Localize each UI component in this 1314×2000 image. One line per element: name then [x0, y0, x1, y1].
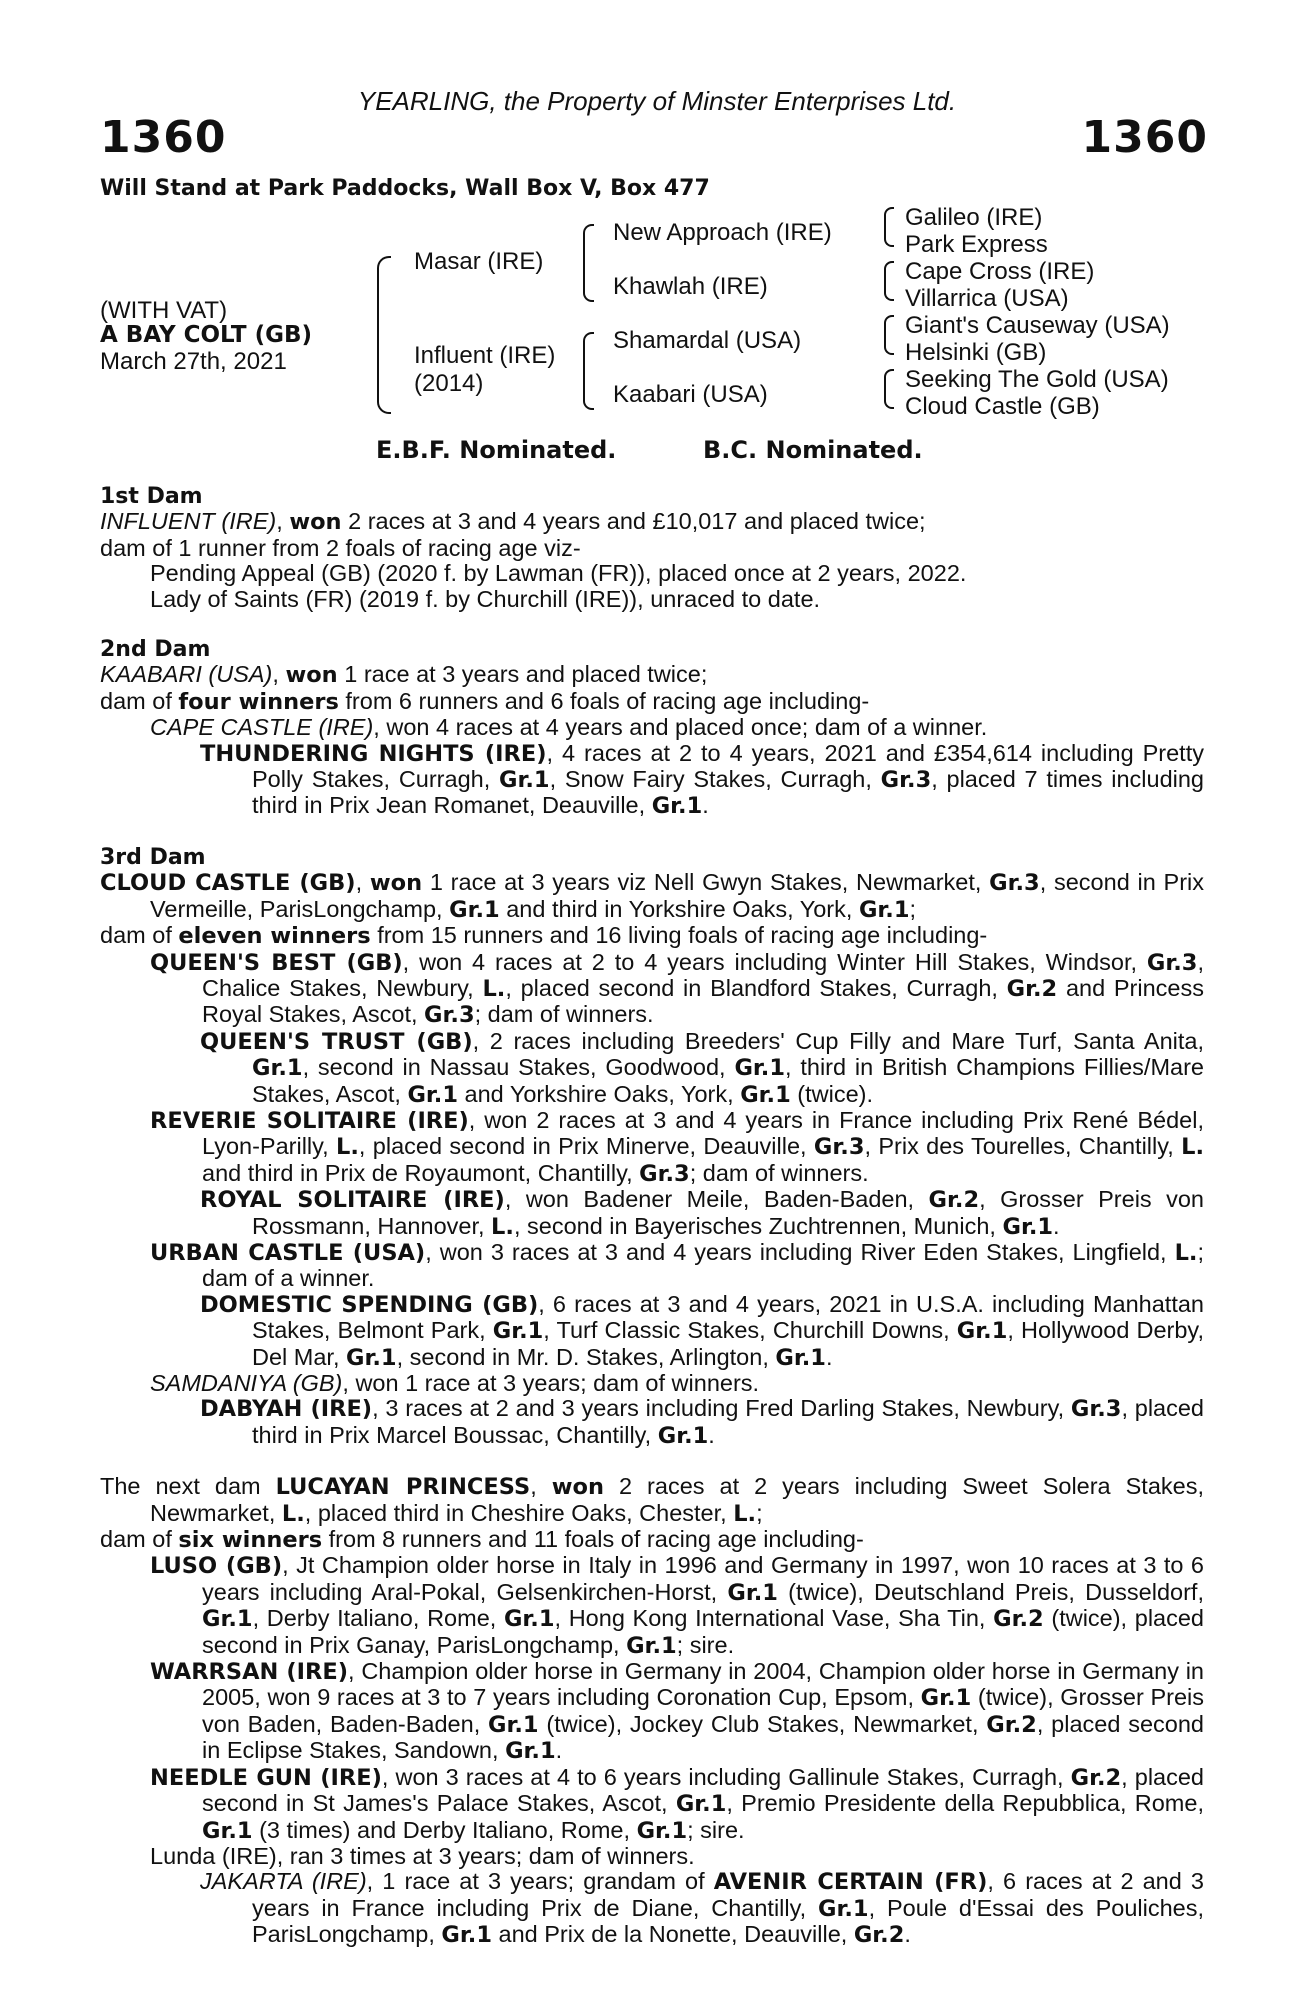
pedigree-gen2-3: Shamardal (USA): [613, 327, 802, 354]
dam1-name: INFLUENT (IRE): [100, 508, 277, 535]
horse-name: A BAY COLT (GB): [100, 322, 313, 348]
sire-name: Masar (IRE): [414, 248, 544, 275]
brace-gen3-3: [884, 315, 894, 355]
dam3-produce: dam of eleven winners from 15 runners and 16 living foals of racing age including-: [100, 922, 988, 950]
lot-title: YEARLING, the Property of Minster Enterprises Ltd.: [357, 86, 957, 116]
ebf-nomination: E.B.F. Nominated.: [376, 436, 617, 464]
dam3-record: CLOUD CASTLE (GB), won 1 race at 3 years viz Nell Gwyn Stakes, Newmarket, Gr.3, second in Prix Vermeille, ParisLongchamp, Gr.1 and third in Yorkshire Oaks, York, Gr.1;: [100, 869, 1204, 923]
next-dam-child-luso: LUSO (GB), Jt Champion older horse in Italy in 1996 and Germany in 1997, won 10 races at 3 to 6 years including Aral-Pokal, Gelsenkirchen-Horst, Gr.1 (twice), Deutschland Preis, Dusseldorf, Gr.1, Derby Italiano, Rome, Gr.1, Hong Kong International Vase, Sha Tin, Gr.2 (twice), placed second in Prix Ganay, ParisLongchamp, Gr.1; sire.: [150, 1552, 1204, 1659]
next-dam-record: The next dam LUCAYAN PRINCESS, won 2 races at 2 years including Sweet Solera Stakes, Newmarket, L., placed third in Cheshire Oaks, Chester, L.;: [100, 1473, 1204, 1527]
pedigree-gen3-7: Seeking The Gold (USA): [905, 366, 1169, 393]
dam3-grandchild-dabyah: DABYAH (IRE), 3 races at 2 and 3 years including Fred Darling Stakes, Newbury, Gr.3, placed third in Prix Marcel Boussac, Chantilly, Gr.1.: [200, 1395, 1204, 1449]
lot-number-right: 1360: [1081, 112, 1208, 163]
dam3-child-urban-castle: URBAN CASTLE (USA), won 3 races at 3 and 4 years including River Eden Stakes, Lingfield, L.; dam of a winner.: [150, 1238, 1204, 1292]
dam1-foal-2: Lady of Saints (FR) (2019 f. by Churchill (IRE)), unraced to date.: [150, 585, 821, 612]
dam2-child-cape-castle: CAPE CASTLE (IRE), won 4 races at 4 years and placed once; dam of a winner.: [150, 714, 988, 741]
dam3-child-queens-best: QUEEN'S BEST (GB), won 4 races at 2 to 4 years including Winter Hill Stakes, Windsor, Gr.3, Chalice Stakes, Newbury, L., placed second in Blandford Stakes, Curragh, Gr.2 and Princess Royal Stakes, Ascot, Gr.3; dam of winners.: [150, 948, 1204, 1029]
brace-gen3-2: [884, 261, 894, 301]
dam3-grandchild-royal-solitaire: ROYAL SOLITAIRE (IRE), won Badener Meile, Baden-Baden, Gr.2, Grosser Preis von Rossmann, Hannover, L., second in Bayerisches Zuchtrennen, Munich, Gr.1.: [200, 1186, 1205, 1240]
next-dam-produce: dam of six winners from 8 runners and 11 foals of racing age including-: [100, 1526, 864, 1554]
dam2-record: KAABARI (USA), won 1 race at 3 years and placed twice;: [100, 661, 708, 689]
next-dam-child-warrsan: WARRSAN (IRE), Champion older horse in Germany in 2004, Champion older horse in Germany in 2005, won 9 races at 3 to 7 years including Coronation Cup, Epsom, Gr.1 (twice), Grosser Preis von Baden, Baden-Baden, Gr.1 (twice), Jockey Club Stakes, Newmarket, Gr.2, placed second in Eclipse Stakes, Sandown, Gr.1.: [150, 1658, 1204, 1765]
pedigree-gen3-8: Cloud Castle (GB): [905, 393, 1100, 420]
next-dam-grandchild-jakarta: JAKARTA (IRE), 1 race at 3 years; grandam of AVENIR CERTAIN (FR), 6 races at 2 and 3 years in France including Prix de Diane, Chantilly, Gr.1, Poule d'Essai des Pouliches, ParisLongchamp, Gr.1 and Prix de la Nonette, Deauville, Gr.2.: [200, 1868, 1204, 1949]
dam-year: (2014): [414, 370, 484, 397]
pedigree-gen2-2: Khawlah (IRE): [613, 273, 768, 300]
pedigree-gen3-6: Helsinki (GB): [905, 339, 1047, 366]
dam2-grandchild-thundering-nights: THUNDERING NIGHTS (IRE), 4 races at 2 to 4 years, 2021 and £354,614 including Pretty Polly Stakes, Curragh, Gr.1, Snow Fairy Stakes, Curragh, Gr.3, placed 7 times including third in Prix Jean Romanet, Deauville, Gr.1.: [200, 739, 1205, 820]
brace-gen3-4: [884, 369, 894, 409]
stand-location: Will Stand at Park Paddocks, Wall Box V, Box 477: [100, 176, 710, 201]
pedigree-gen2-1: New Approach (IRE): [613, 219, 832, 246]
dam2-heading: 2nd Dam: [100, 637, 211, 663]
dam3-child-samdaniya: SAMDANIYA (GB), won 1 race at 3 years; dam of winners.: [150, 1370, 760, 1396]
dam3-child-reverie-solitaire: REVERIE SOLITAIRE (IRE), won 2 races at 3 and 4 years in France including Prix René Bédel, Lyon-Parilly, L., placed second in Prix Minerve, Deauville, Gr.3, Prix des Tourelles, Chantilly, L. and third in Prix de Royaumont, Chantilly, Gr.3; dam of winners.: [150, 1106, 1205, 1187]
produce-record: [100, 484, 1204, 1949]
brace-gen3-1: [884, 207, 894, 247]
dam1-record: INFLUENT (IRE), won 2 races at 3 and 4 years and £10,017 and placed twice;: [100, 508, 926, 536]
pedigree-gen3-5: Giant's Causeway (USA): [905, 312, 1170, 339]
next-dam-child-needle-gun: NEEDLE GUN (IRE), won 3 races at 4 to 6 years including Gallinule Stakes, Curragh, Gr.2, placed second in St James's Palace Stakes, Ascot, Gr.1, Premio Presidente della Repubblica, Rome, Gr.1 (3 times) and Derby Italiano, Rome, Gr.1; sire.: [150, 1763, 1205, 1844]
brace-gen2-dam: [583, 332, 594, 410]
brace-gen1: [377, 256, 391, 414]
dam3-grandchild-queens-trust: QUEEN'S TRUST (GB), 2 races including Breeders' Cup Filly and Mare Turf, Santa Anita, Gr.1, second in Nassau Stakes, Goodwood, Gr.1, third in British Champions Fillies/Mare Stakes, Ascot, Gr.1 and Yorkshire Oaks, York, Gr.1 (twice).: [200, 1027, 1204, 1108]
pedigree-gen3-1: Galileo (IRE): [905, 204, 1043, 231]
pedigree-gen3-3: Cape Cross (IRE): [905, 258, 1095, 285]
pedigree-gen3-4: Villarrica (USA): [905, 285, 1069, 312]
pedigree-gen3-2: Park Express: [905, 231, 1048, 258]
dam2-produce: dam of four winners from 6 runners and 6 foals of racing age including-: [100, 687, 870, 715]
lot-number-left: 1360: [100, 112, 227, 163]
brace-gen2-sire: [583, 224, 594, 302]
dam1-produce: dam of 1 runner from 2 foals of racing age viz-: [100, 534, 581, 561]
next-dam-child-lunda: Lunda (IRE), ran 3 times at 3 years; dam of winners.: [150, 1842, 695, 1869]
foaling-date: March 27th, 2021: [100, 348, 287, 375]
dam3-grandchild-domestic-spending: DOMESTIC SPENDING (GB), 6 races at 3 and 4 years, 2021 in U.S.A. including Manhattan Stakes, Belmont Park, Gr.1, Turf Classic Stakes, Churchill Downs, Gr.1, Hollywood Derby, Del Mar, Gr.1, second in Mr. D. Stakes, Arlington, Gr.1.: [200, 1290, 1204, 1371]
bc-nomination: B.C. Nominated.: [703, 436, 923, 464]
dam3-heading: 3rd Dam: [100, 844, 206, 870]
dam1-heading: 1st Dam: [100, 484, 203, 509]
pedigree-gen2-4: Kaabari (USA): [613, 381, 768, 408]
dam1-foal-1: Pending Appeal (GB) (2020 f. by Lawman (FR)), placed once at 2 years, 2022.: [150, 560, 967, 587]
dam-name: Influent (IRE): [414, 342, 556, 369]
vat-note: (WITH VAT): [100, 297, 228, 324]
